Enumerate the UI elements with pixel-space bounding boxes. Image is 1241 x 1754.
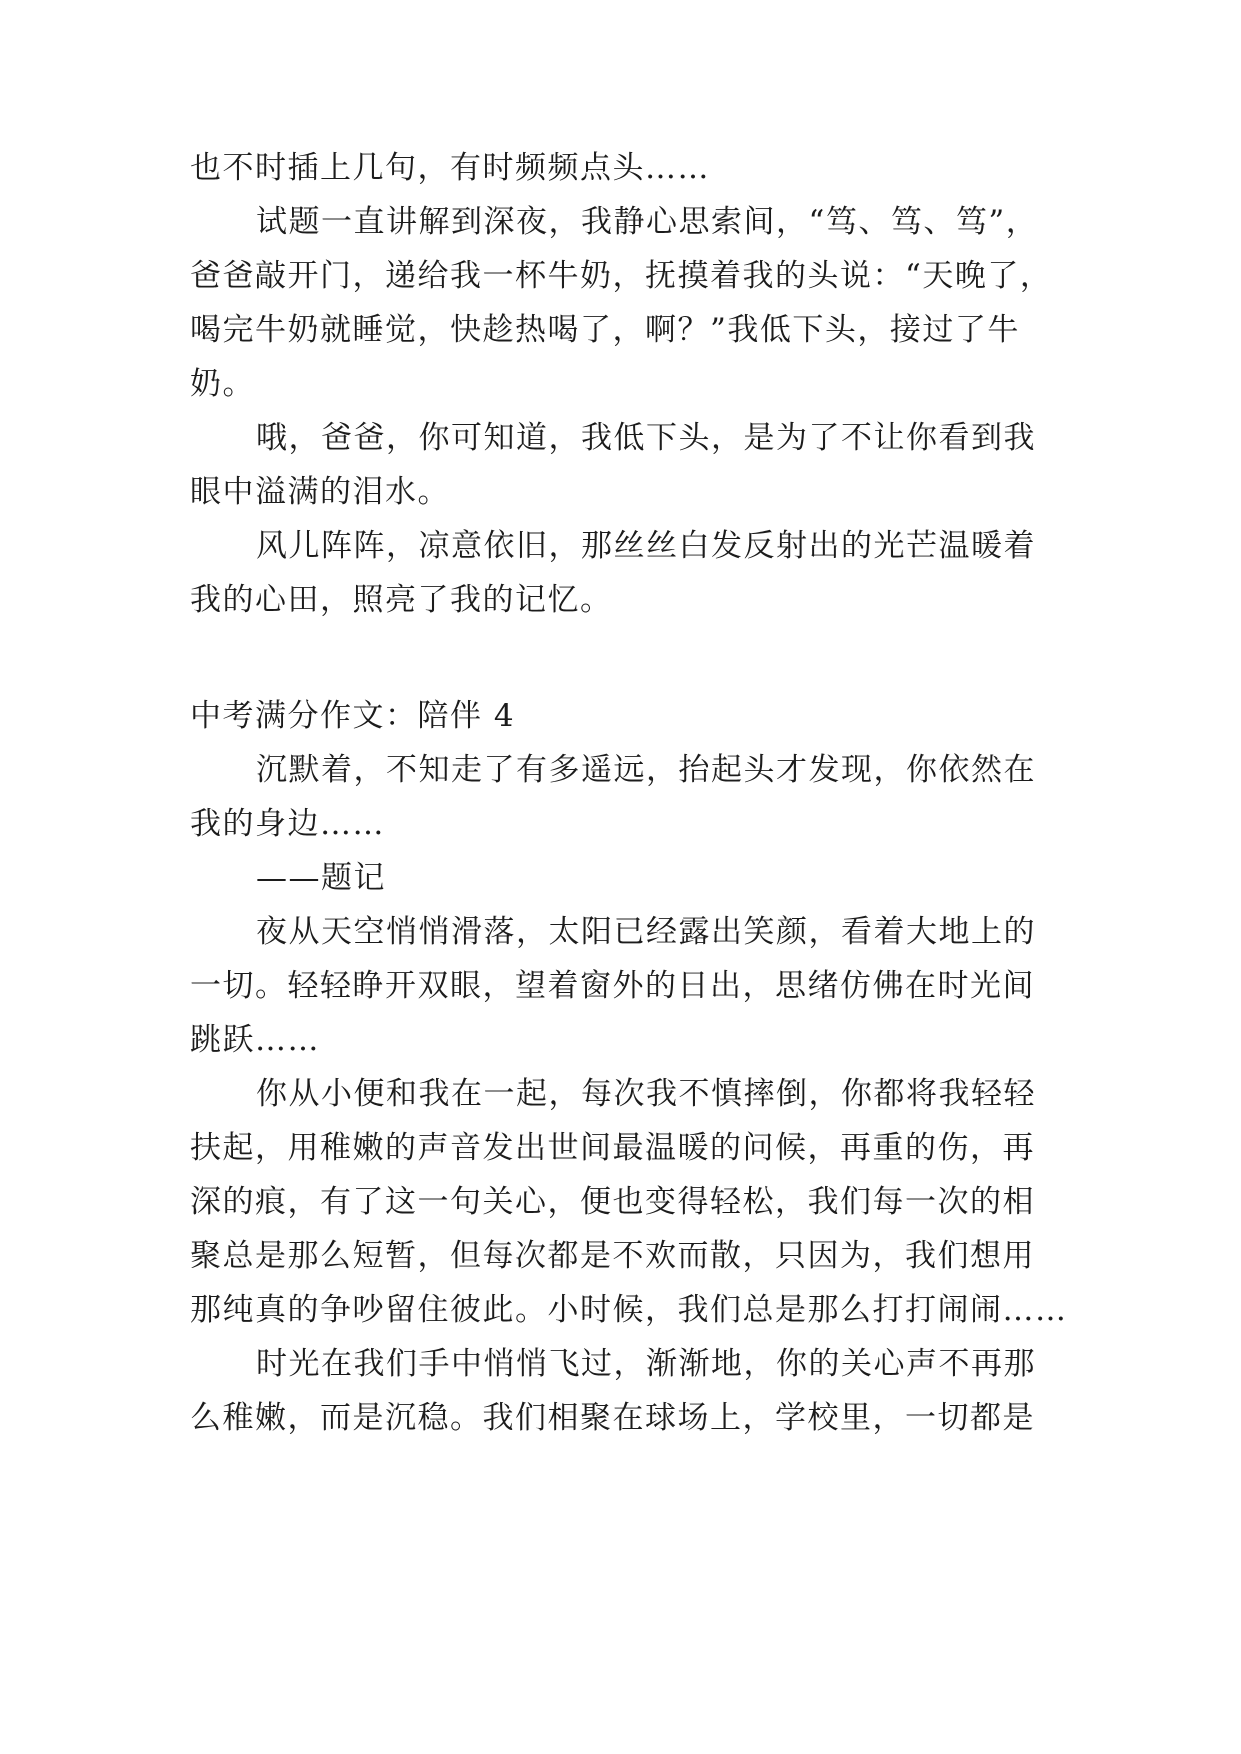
- text-line: 你从小便和我在一起，每次我不慎摔倒，你都将我轻轻: [256, 1076, 1036, 1112]
- text-line: 深的痕，有了这一句关心，便也变得轻松，我们每一次的相: [190, 1184, 1035, 1220]
- text-line: 试题一直讲解到深夜，我静心思索间，“笃、笃、笃”，: [256, 204, 1039, 240]
- text-line: 风儿阵阵，凉意依旧，那丝丝白发反射出的光芒温暖着: [256, 528, 1036, 564]
- text-line: 跳跃……: [190, 1022, 320, 1058]
- text-line: 也不时插上几句，有时频频点头……: [190, 150, 710, 186]
- text-line: 聚总是那么短暂，但每次都是不欢而散，只因为，我们想用: [190, 1238, 1035, 1274]
- text-line: 一切。轻轻睁开双眼，望着窗外的日出，思绪仿佛在时光间: [190, 968, 1035, 1004]
- text-line: 爸爸敲开门，递给我一杯牛奶，抚摸着我的头说：“天晚了，: [190, 258, 1053, 294]
- text-line: 时光在我们手中悄悄飞过，渐渐地，你的关心声不再那: [256, 1346, 1036, 1382]
- text-line: 喝完牛奶就睡觉，快趁热喝了，啊？”我低下头，接过了牛: [190, 312, 1020, 348]
- text-line: 眼中溢满的泪水。: [190, 474, 450, 510]
- text-line: 我的身边……: [190, 806, 385, 842]
- text-line: 哦，爸爸，你可知道，我低下头，是为了不让你看到我: [256, 420, 1036, 456]
- text-line: 夜从天空悄悄滑落，太阳已经露出笑颜，看着大地上的: [256, 914, 1036, 950]
- text-line: 沉默着，不知走了有多遥远，抬起头才发现，你依然在: [256, 752, 1036, 788]
- text-line: 扶起，用稚嫩的声音发出世间最温暖的问候，再重的伤，再: [190, 1130, 1035, 1166]
- text-line: ——题记: [256, 860, 386, 896]
- text-line: 么稚嫩，而是沉稳。我们相聚在球场上，学校里，一切都是: [190, 1400, 1035, 1436]
- text-line: 我的心田，照亮了我的记忆。: [190, 582, 613, 618]
- text-line: 那纯真的争吵留住彼此。小时候，我们总是那么打打闹闹……: [190, 1292, 1068, 1328]
- text-line: 奶。: [190, 366, 255, 402]
- section-heading: 中考满分作文：陪伴 4: [190, 698, 516, 734]
